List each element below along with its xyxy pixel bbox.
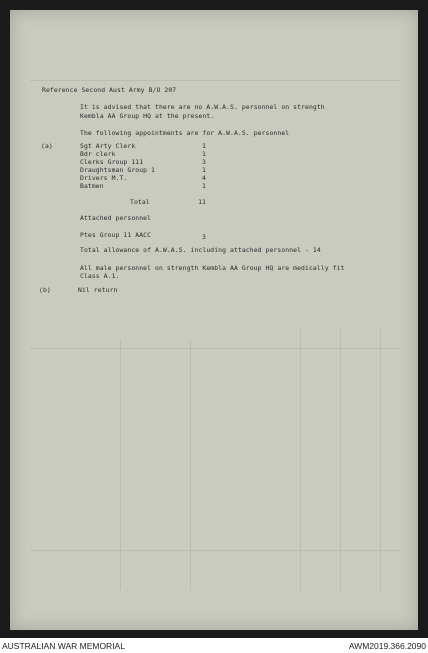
appointment-count: 1: [202, 182, 206, 190]
appointment-role: Clerks Group 111: [80, 158, 144, 166]
allowance-line: Total allowance of A.W.A.S. including attached personnel - 14: [80, 246, 321, 254]
appointment-count: 3: [202, 158, 206, 166]
footer-accession: AWM2019.366.2090: [348, 641, 426, 651]
appointments-intro: The following appointments are for A.W.A.S. personnel: [80, 129, 290, 137]
appointment-role: Bdr clerk: [80, 150, 116, 158]
appointment-role: Batmen: [80, 182, 104, 190]
section-b-text: Nil return: [78, 286, 118, 294]
appointment-count: 1: [202, 142, 206, 150]
appointment-count: 4: [202, 174, 206, 182]
appointment-count: 1: [202, 150, 206, 158]
attached-role: Ptes Group 11 AACC: [80, 231, 152, 239]
footer-institution: AUSTRALIAN WAR MEMORIAL: [2, 641, 125, 651]
reference-line: Reference Second Aust Army B/O 207: [42, 86, 177, 94]
appointment-role: Sgt Arty Clerk: [80, 142, 136, 150]
intro-line-2: Kembla AA Group HQ at the present.: [80, 112, 215, 120]
male-fitness-line-1: All male personnel on strength Kembla AA Group HQ are medically fit: [80, 264, 345, 272]
attached-heading: Attached personnel: [80, 214, 152, 222]
appointment-role: Drivers M.T.: [80, 174, 128, 182]
section-a-label: (a): [41, 142, 53, 150]
attached-count: 3: [202, 233, 206, 241]
total-label: Total: [130, 198, 150, 206]
section-b-label: (b): [39, 286, 51, 294]
intro-line-1: It is advised that there are no A.W.A.S. personnel on strength: [80, 103, 325, 111]
male-fitness-line-2: Class A.1.: [80, 272, 120, 280]
total-value: 11: [198, 198, 206, 206]
appointment-count: 1: [202, 166, 206, 174]
appointment-role: Draughtsman Group 1: [80, 166, 156, 174]
